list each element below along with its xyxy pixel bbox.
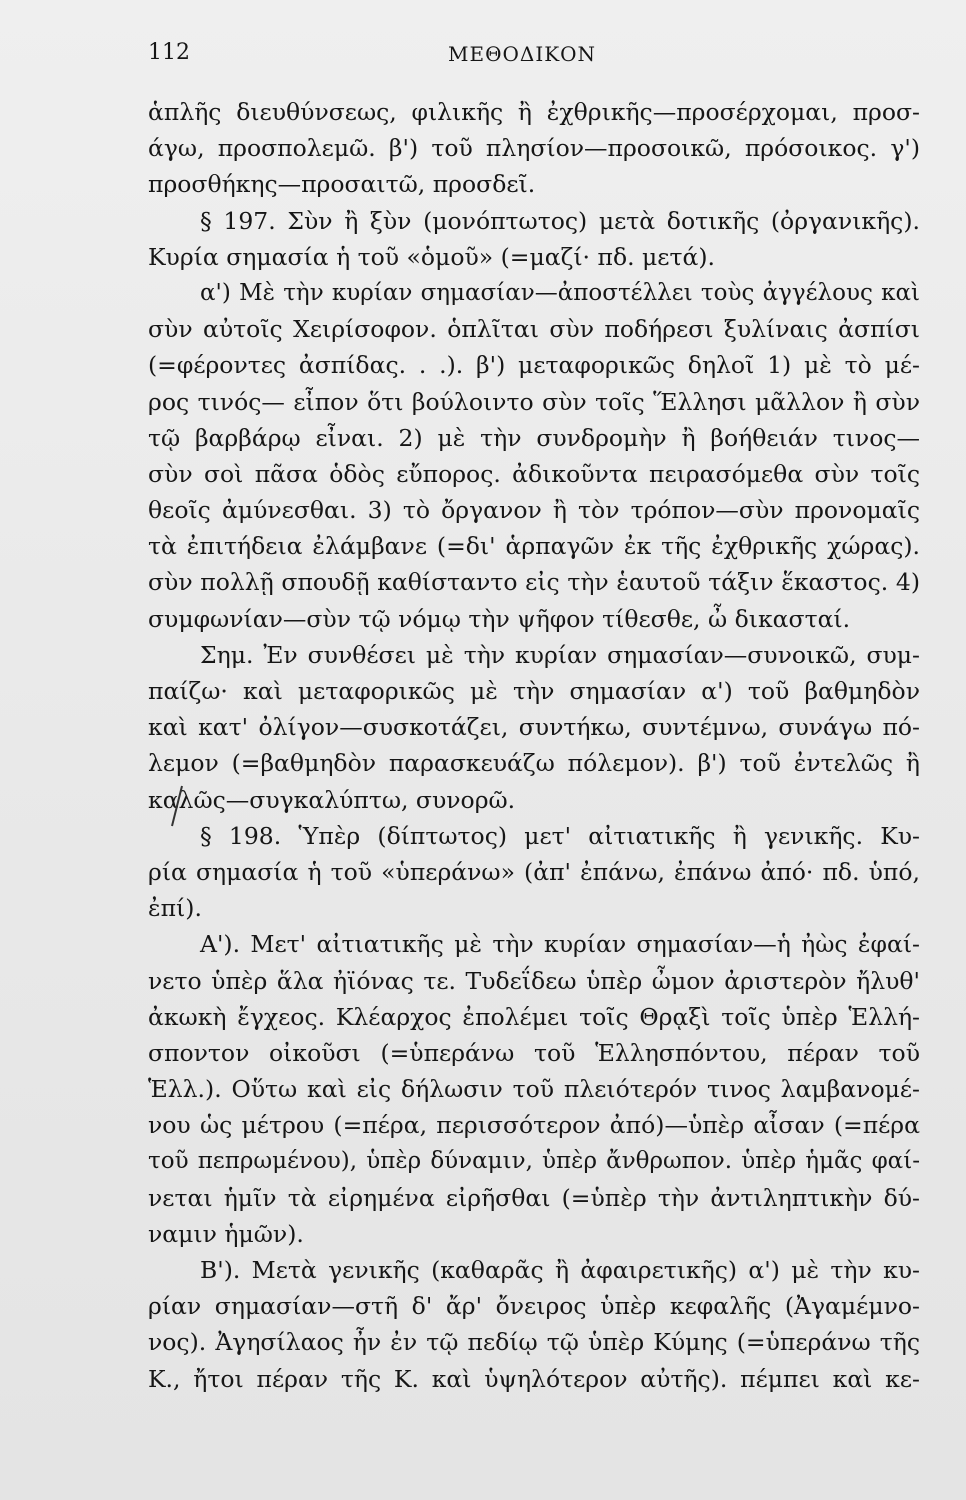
text-line: (=φέροντες ἀσπίδας. . .). β') μεταφορικῶς δηλοῖ 1) μὲ τὸ μέ- (148, 351, 920, 380)
text-line: τὰ ἐπιτήδεια ἐλάμβανε (=δι' ἁρπαγῶν ἐκ τῆς ἐχθρικῆς χώρας). (148, 532, 920, 561)
text-line: νεται ἡμῖν τὰ εἰρημένα εἰρῆσθαι (=ὑπὲρ τὴν ἀντιληπτικὴν δύ- (148, 1183, 920, 1212)
text-line: ρίαν σημασίαν—στῆ δ' ἄρ' ὄνειρος ὑπὲρ κεφαλῆς (Ἀγαμέμνο- (148, 1292, 920, 1321)
text-line: Κυρία σημασία ἡ τοῦ «ὁμοῦ» (=μαζί· πδ. μετά). (148, 242, 715, 271)
text-line: ρία σημασία ἡ τοῦ «ὑπεράνω» (ἀπ' ἐπάνω, ἐπάνω ἀπό· πδ. ὑπό, (148, 857, 920, 886)
text-line: ἐπί). (148, 894, 202, 923)
page-header (148, 40, 866, 76)
text-line: καὶ κατ' ὀλίγον—συσκοτάζει, συντήκω, συντέμνω, συνάγω πό- (148, 713, 920, 742)
text-line: Α'). Μετ' αἰτιατικῆς μὲ τὴν κυρίαν σημασίαν—ἡ ἠὼς ἐφαί- (200, 930, 920, 959)
text-line: Ἑλλ.). Οὕτω καὶ εἰς δήλωσιν τοῦ πλειότερόν τινος λαμβανομέ- (148, 1075, 920, 1104)
text-line: σὺν αὐτοῖς Χειρίσοφον. ὁπλῖται σὺν ποδήρεσι ξυλίναις ἀσπίσι (148, 315, 920, 344)
text-line: καλῶς—συγκαλύπτω, συνορῶ. (148, 785, 516, 814)
text-line: άγω, προσπολεμῶ. β') τοῦ πλησίον—προσοικῶ, πρόσοικος. γ') (148, 134, 920, 163)
text-line: συμφωνίαν—σὺν τῷ νόμῳ τὴν ψῆφον τίθεσθε, ὦ δικασταί. (148, 604, 851, 633)
section-198-heading: § 198. Ὑπὲρ (δίπτωτος) μετ' αἰτιατικῆς ἢ γενικῆς. Κυ- (200, 821, 920, 850)
text-line: ρος τινός— εἶπον ὅτι βούλοιντο σὺν τοῖς Ἕλλησι μᾶλλον ἢ σὺν (148, 387, 920, 416)
text-line: ἁπλῆς διευθύνσεως, φιλικῆς ἢ ἐχθρικῆς—προσέρχομαι, προσ- (148, 98, 920, 126)
text-line: σποντον οἰκοῦσι (=ὑπεράνω τοῦ Ἑλλησπόντου, πέραν τοῦ (148, 1038, 920, 1067)
text-line: Κ., ἤτοι πέραν τῆς Κ. καὶ ὑψηλότερον αὐτῆς). πέμπει καὶ κε- (148, 1364, 920, 1393)
text-line: λεμον (=βαθμηδὸν παρασκευάζω πόλεμον). β') τοῦ ἐντελῶς ἢ (148, 749, 920, 778)
text-line: θεοῖς ἀμύνεσθαι. 3) τὸ ὄργανον ἢ τὸν τρόπον—σὺν προνομαῖς (148, 496, 920, 525)
text-line: ναμιν ἡμῶν). (148, 1219, 304, 1248)
page-number: 112 (148, 40, 190, 65)
text-line: προσθήκης—προσαιτῶ, προσδεῖ. (148, 170, 536, 199)
body-text (148, 94, 920, 1397)
text-line: νετο ὑπὲρ ἅλα ἠϊόνας τε. Τυδεΐδεω ὑπὲρ ὦμον ἀριστερὸν ἤλυθ' (148, 966, 920, 995)
text-line: νου ὡς μέτρου (=πέρα, περισσότερον ἀπό)—ὑπὲρ αἶσαν (=πέρα (148, 1111, 920, 1140)
running-head: ΜΕΘΟΔΙΚΟΝ (448, 42, 597, 66)
text-line: ἀκωκὴ ἔγχεος. Κλέαρχος ἐπολέμει τοῖς Θρᾳξὶ τοῖς ὑπὲρ Ἑλλή- (148, 1002, 920, 1031)
text-line: σὺν σοὶ πᾶσα ὁδὸς εὔπορος. ἀδικοῦντα πειρασόμεθα σὺν τοῖς (148, 459, 920, 488)
note-line: Σημ. Ἐν συνθέσει μὲ τὴν κυρίαν σημασίαν—συνοικῶ, συμ- (200, 640, 920, 669)
text-line: παίζω· καὶ μεταφορικῶς μὲ τὴν σημασίαν α') τοῦ βαθμηδὸν (148, 677, 920, 705)
pencil-margin-mark (168, 784, 188, 828)
text-line: νος). Ἀγησίλαος ἦν ἐν τῷ πεδίῳ τῷ ὑπὲρ Κύμης (=ὑπεράνω τῆς (148, 1328, 920, 1357)
section-197-heading: § 197. Σὺν ἢ ξὺν (μονόπτωτος) μετὰ δοτικῆς (ὀργανικῆς). (200, 206, 920, 235)
text-line: τοῦ πεπρωμένου), ὑπὲρ δύναμιν, ὑπὲρ ἄνθρωπον. ὑπὲρ ἡμᾶς φαί- (148, 1148, 920, 1175)
text-line: σὺν πολλῇ σπουδῇ καθίσταντο εἰς τὴν ἑαυτοῦ τάξιν ἕκαστος. 4) (148, 568, 920, 597)
text-line: Β'). Μετὰ γενικῆς (καθαρᾶς ἢ ἀφαιρετικῆς) α') μὲ τὴν κυ- (200, 1256, 920, 1284)
text-line: τῷ βαρβάρῳ εἶναι. 2) μὲ τὴν συνδρομὴν ἢ βοήθειάν τινος— (148, 423, 920, 452)
text-line: α') Μὲ τὴν κυρίαν σημασίαν—ἀποστέλλει τοὺς ἀγγέλους καὶ (200, 279, 920, 306)
